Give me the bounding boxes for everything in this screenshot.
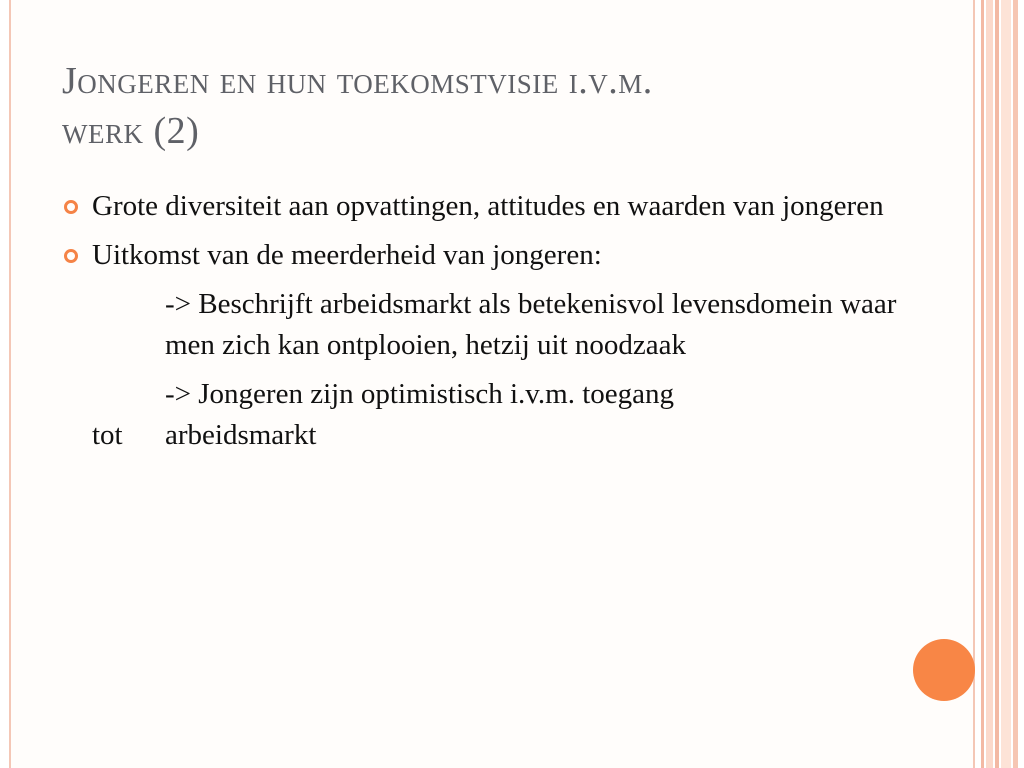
sub-item — [165, 284, 904, 366]
sub-item-hang-word: tot — [92, 419, 123, 451]
sub-item-line-1: -> Jongeren zijn optimistisch i.v.m. toegang — [165, 378, 675, 410]
decorative-stripe — [995, 0, 999, 768]
decorative-stripe — [1001, 0, 1011, 768]
decorative-stripe — [986, 0, 993, 768]
decorative-stripe — [981, 0, 984, 768]
bullet-item — [64, 235, 904, 276]
slide-title — [62, 56, 942, 156]
bullet-text: Grote diversiteit aan opvattingen, attitudes en waarden van jongeren — [92, 190, 884, 222]
bullet-text: Uitkomst van de meerderheid van jongeren: — [92, 239, 602, 271]
orange-circle — [913, 639, 975, 701]
sub-item-line-2: arbeidsmarkt — [165, 419, 317, 451]
ring-bullet-icon — [64, 200, 78, 214]
ring-bullet-icon — [64, 249, 78, 263]
title-line-2: werk (2) — [62, 110, 200, 152]
sub-item-text: -> Beschrijft arbeidsmarkt als betekenisvol levensdomein waar men zich kan ontplooien, hetzij uit noodzaak — [165, 288, 897, 361]
title-line-1: Jongeren en hun toekomstvisie i.v.m. — [62, 60, 653, 102]
decorative-stripe — [1013, 0, 1018, 768]
sub-item — [64, 374, 904, 456]
bullet-item — [64, 186, 904, 227]
slide-content — [64, 186, 904, 456]
